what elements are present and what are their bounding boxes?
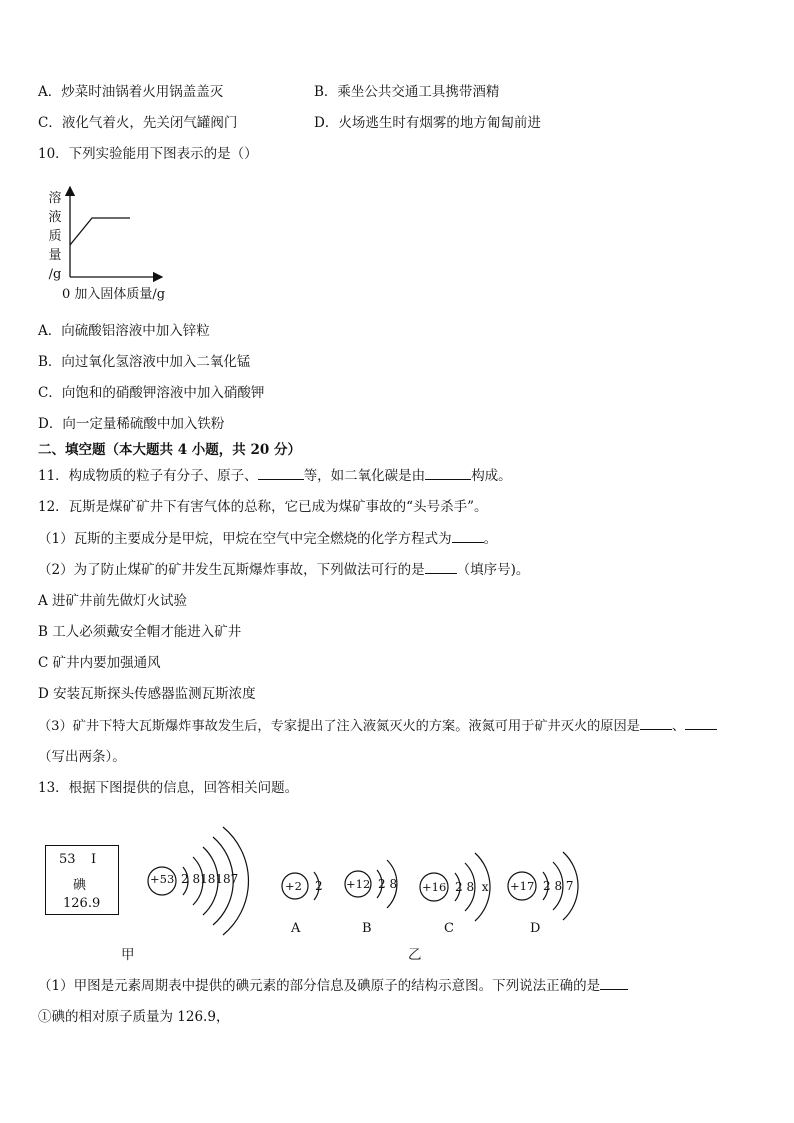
q11-line bbox=[38, 467, 512, 485]
q11-text: 等，如二氧化碳是由 bbox=[303, 468, 426, 484]
element-symbol: I bbox=[91, 852, 97, 867]
atom-d-electrons: 2 8 7 bbox=[543, 879, 574, 893]
atom-c-label: C bbox=[444, 921, 454, 936]
q10-stem: 10．下列实验能用下图表示的是（） bbox=[38, 146, 258, 162]
q12-sub3-text: （3）矿井下特大瓦斯爆炸事故发生后，专家提出了注入液氮灭火的方案。液氮可用于矿井灭火的原因是 bbox=[38, 719, 640, 734]
atom-b-nucleus-charge: +12 bbox=[346, 877, 371, 891]
q9-option-c: C．液化气着火，先关闭气罐阀门 bbox=[38, 115, 238, 131]
answer-blank bbox=[425, 561, 457, 574]
section-heading: 二、填空题（本大题共 4 小题，共 20 分） bbox=[38, 442, 301, 458]
q12-sub3-cont: （写出两条）。 bbox=[38, 749, 126, 765]
atom-a-label: A bbox=[291, 921, 301, 936]
atomic-number: 53 bbox=[59, 852, 76, 867]
graph-curve bbox=[70, 218, 130, 245]
answer-blank bbox=[452, 530, 484, 543]
q12-sub1-text: （1）瓦斯的主要成分是甲烷，甲烷在空气中完全燃烧的化学方程式为 bbox=[38, 531, 452, 547]
q12-sub3-sep: 、 bbox=[671, 719, 686, 734]
atom-a-electrons: 2 bbox=[315, 879, 323, 893]
atom-b-label: B bbox=[362, 921, 372, 936]
atom-c-nucleus-charge: +16 bbox=[422, 880, 447, 894]
y-label-char: 量 bbox=[48, 248, 62, 263]
q12-option-a: A 进矿井前先做灯火试验 bbox=[38, 593, 188, 609]
graph-x-axis-label: 0 加入固体质量/g bbox=[62, 287, 166, 302]
answer-blank bbox=[258, 467, 304, 480]
q12-sub1-end: 。 bbox=[483, 531, 498, 547]
atom-c-electrons: 2 8 x bbox=[455, 880, 489, 894]
q12-sub2 bbox=[38, 561, 529, 579]
atomic-mass: 126.9 bbox=[63, 896, 101, 911]
q10-option-c: C．向饱和的硝酸钾溶液中加入硝酸钾 bbox=[38, 385, 265, 401]
answer-blank bbox=[425, 467, 471, 480]
q13-sub1-text: （1）甲图是元素周期表中提供的碘元素的部分信息及碘原子的结构示意图。下列说法正确的是 bbox=[38, 978, 601, 994]
answer-blank bbox=[640, 717, 672, 730]
q12-sub3 bbox=[38, 717, 717, 736]
q11-text: 构成。 bbox=[471, 468, 512, 484]
y-label-char: 液 bbox=[48, 210, 62, 225]
q12-option-d: D 安装瓦斯探头传感器监测瓦斯浓度 bbox=[38, 686, 256, 702]
graph-plot bbox=[40, 185, 190, 285]
q12-option-b: B 工人必须戴安全帽才能进入矿井 bbox=[38, 624, 242, 640]
q10-option-d: D．向一定量稀硫酸中加入铁粉 bbox=[38, 416, 225, 432]
q10-option-a: A．向硫酸铝溶液中加入锌粒 bbox=[38, 323, 210, 339]
atom-b-electrons: 2 8 bbox=[378, 877, 398, 891]
atom-d-nucleus-charge: +17 bbox=[510, 879, 535, 893]
q12-sub2-end: （填序号)。 bbox=[456, 562, 530, 578]
q12-stem: 12．瓦斯是煤矿矿井下有害气体的总称，它已成为煤矿事故的“头号杀手”。 bbox=[38, 499, 488, 515]
q9-option-a: A．炒菜时油锅着火用锅盖盖灭 bbox=[38, 84, 224, 100]
figure-label-jia: 甲 bbox=[121, 947, 135, 963]
iodine-electron-config: 2 818187 bbox=[181, 872, 239, 886]
q12-option-c: C 矿井内要加强通风 bbox=[38, 655, 161, 671]
y-label-char: 溶 bbox=[48, 191, 62, 206]
figure-label-yi: 乙 bbox=[408, 947, 422, 963]
q11-text: 11．构成物质的粒子有分子、原子、 bbox=[38, 468, 258, 484]
atom-d-label: D bbox=[530, 921, 541, 936]
iodine-nucleus-charge: +53 bbox=[150, 872, 175, 886]
q10-option-b: B．向过氧化氢溶液中加入二氧化锰 bbox=[38, 354, 251, 370]
q9-option-d: D．火场逃生时有烟雾的地方匍匐前进 bbox=[314, 115, 541, 131]
element-name: 碘 bbox=[73, 878, 87, 893]
answer-blank bbox=[600, 977, 628, 990]
q13-item1: ①碘的相对原子质量为 126.9， bbox=[38, 1009, 230, 1025]
answer-blank bbox=[685, 717, 717, 730]
q13-stem: 13．根据下图提供的信息，回答相关问题。 bbox=[38, 780, 299, 796]
y-label-char: 质 bbox=[48, 229, 62, 244]
q13-sub1 bbox=[38, 977, 628, 995]
atom-a-nucleus-charge: +2 bbox=[285, 879, 302, 893]
q12-sub1 bbox=[38, 530, 497, 548]
q9-option-b: B．乘坐公共交通工具携带酒精 bbox=[314, 84, 500, 100]
q10-graph bbox=[40, 185, 190, 305]
y-label-unit: /g bbox=[48, 267, 62, 282]
q12-sub2-text: （2）为了防止煤矿的矿井发生瓦斯爆炸事故，下列做法可行的是 bbox=[38, 562, 425, 578]
